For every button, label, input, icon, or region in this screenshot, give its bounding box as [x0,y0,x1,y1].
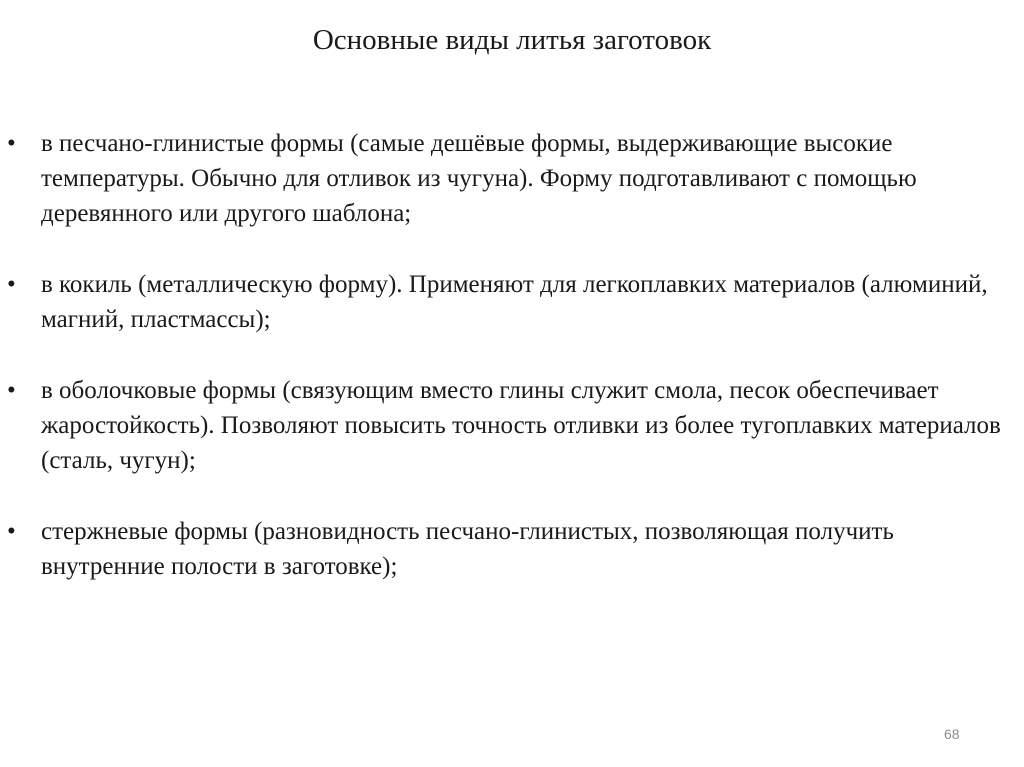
bullet-text: в песчано-глинистые формы (самые дешёвые формы, выдерживающие высокие температуры. Обычно для отливок из чугуна). Форму подготавливают с помощью деревянного или другого шаблона; [41,130,917,227]
bullet-text: в оболочковые формы (связующим вместо глины служит смола, песок обеспечивает жаростойкость). Позволяют повысить точность отливки из более тугоплавких материалов (сталь, чугун); [41,377,1001,474]
page-number: 68 [944,726,960,742]
bullet-dot: • [7,377,16,404]
bullet-item-core-molds [0,514,1024,584]
bullet-dot: • [7,130,16,157]
bullet-text: в кокиль (металлическую форму). Применяют для легкоплавких материалов (алюминий, магний, пластмассы); [41,271,988,333]
bullet-item-sand-clay-molds [0,126,1024,231]
bullet-item-shell-molds [0,373,1024,478]
bullet-item-chill-mold [0,267,1024,337]
bullet-list [0,126,1024,620]
bullet-text: стержневые формы (разновидность песчано-глинистых, позволяющая получить внутренние полости в заготовке); [41,518,894,580]
bullet-dot: • [7,271,16,298]
bullet-dot: • [7,518,16,545]
slide-title: Основные виды литья заготовок [312,24,712,56]
